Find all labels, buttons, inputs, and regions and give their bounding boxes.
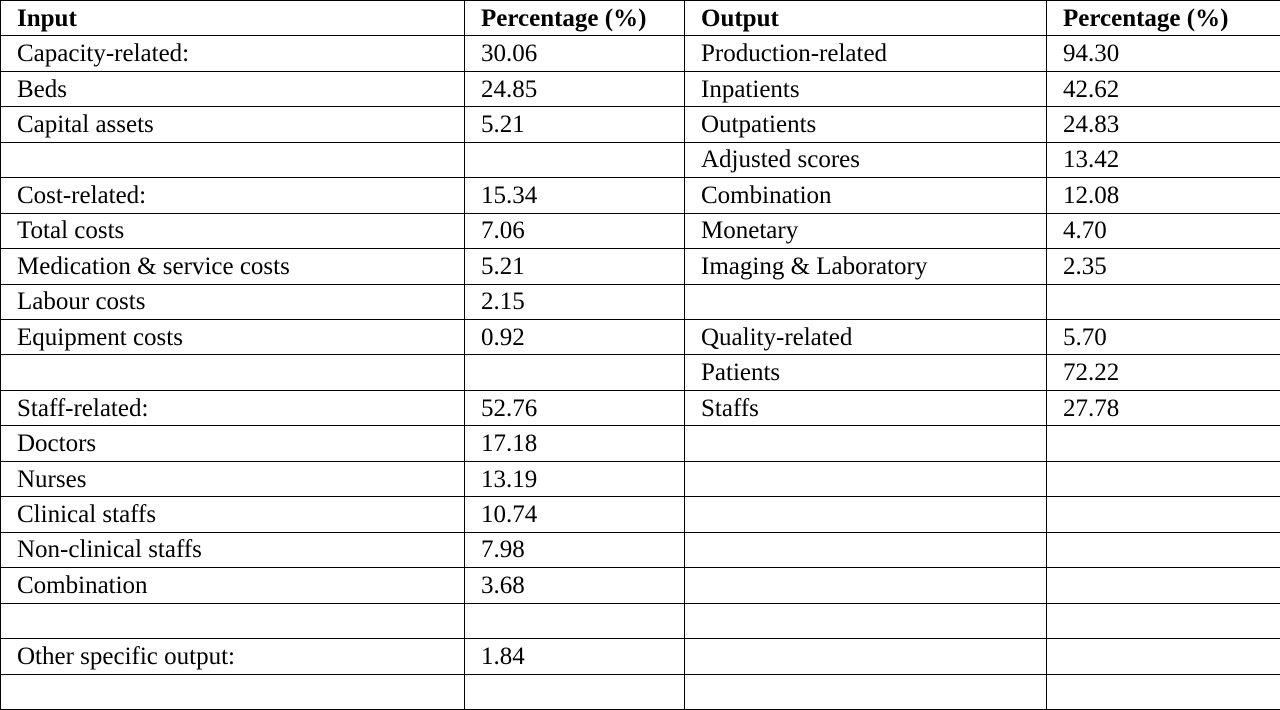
input-percentage-cell: 17.18 bbox=[465, 426, 685, 461]
output-cell bbox=[685, 603, 1047, 638]
output-percentage-cell: 42.62 bbox=[1047, 71, 1280, 106]
input-header: Input bbox=[1, 1, 465, 36]
table-row bbox=[1, 639, 1280, 674]
output-percentage-cell bbox=[1047, 461, 1280, 496]
output-cell bbox=[685, 461, 1047, 496]
output-cell bbox=[685, 674, 1047, 709]
input-percentage-cell: 1.84 bbox=[465, 639, 685, 674]
table-row bbox=[1, 532, 1280, 567]
input-percentage-cell: 52.76 bbox=[465, 390, 685, 425]
output-cell: Patients bbox=[685, 355, 1047, 390]
input-percentage-cell: 5.21 bbox=[465, 107, 685, 142]
table-row bbox=[1, 36, 1280, 71]
input-percentage-cell: 10.74 bbox=[465, 497, 685, 532]
input-cell: Capital assets bbox=[1, 107, 465, 142]
input-cell: Capacity-related: bbox=[1, 36, 465, 71]
input-cell: Medication & service costs bbox=[1, 249, 465, 284]
input-percentage-cell: 2.15 bbox=[465, 284, 685, 319]
table-row bbox=[1, 603, 1280, 638]
output-header: Output bbox=[685, 1, 1047, 36]
input-cell bbox=[1, 674, 465, 709]
output-cell: Imaging & Laboratory bbox=[685, 249, 1047, 284]
output-cell: Production-related bbox=[685, 36, 1047, 71]
input-cell: Clinical staffs bbox=[1, 497, 465, 532]
output-percentage-cell bbox=[1047, 639, 1280, 674]
input-cell: Combination bbox=[1, 568, 465, 603]
input-cell: Cost-related: bbox=[1, 178, 465, 213]
input-percentage-header: Percentage (%) bbox=[465, 1, 685, 36]
output-cell bbox=[685, 426, 1047, 461]
output-percentage-cell bbox=[1047, 568, 1280, 603]
output-percentage-cell: 27.78 bbox=[1047, 390, 1280, 425]
output-cell bbox=[685, 532, 1047, 567]
output-cell bbox=[685, 639, 1047, 674]
table-row bbox=[1, 142, 1280, 177]
input-percentage-cell bbox=[465, 674, 685, 709]
output-percentage-cell bbox=[1047, 426, 1280, 461]
table-row bbox=[1, 426, 1280, 461]
output-percentage-cell: 13.42 bbox=[1047, 142, 1280, 177]
input-percentage-cell: 15.34 bbox=[465, 178, 685, 213]
input-percentage-cell: 3.68 bbox=[465, 568, 685, 603]
input-cell: Doctors bbox=[1, 426, 465, 461]
input-percentage-cell: 0.92 bbox=[465, 320, 685, 355]
output-percentage-cell: 72.22 bbox=[1047, 355, 1280, 390]
output-cell: Adjusted scores bbox=[685, 142, 1047, 177]
table-row bbox=[1, 390, 1280, 425]
input-cell bbox=[1, 603, 465, 638]
input-percentage-cell: 24.85 bbox=[465, 71, 685, 106]
output-percentage-cell bbox=[1047, 674, 1280, 709]
input-cell: Equipment costs bbox=[1, 320, 465, 355]
input-cell: Non-clinical staffs bbox=[1, 532, 465, 567]
output-percentage-cell: 5.70 bbox=[1047, 320, 1280, 355]
table-row bbox=[1, 320, 1280, 355]
output-cell: Staffs bbox=[685, 390, 1047, 425]
table-row bbox=[1, 568, 1280, 603]
output-percentage-cell: 94.30 bbox=[1047, 36, 1280, 71]
output-cell: Monetary bbox=[685, 213, 1047, 248]
table-row bbox=[1, 213, 1280, 248]
output-percentage-cell bbox=[1047, 532, 1280, 567]
output-cell bbox=[685, 284, 1047, 319]
input-cell bbox=[1, 355, 465, 390]
output-percentage-cell: 2.35 bbox=[1047, 249, 1280, 284]
output-percentage-cell: 12.08 bbox=[1047, 178, 1280, 213]
output-percentage-cell bbox=[1047, 497, 1280, 532]
input-percentage-cell: 5.21 bbox=[465, 249, 685, 284]
input-percentage-cell: 13.19 bbox=[465, 461, 685, 496]
input-percentage-cell: 30.06 bbox=[465, 36, 685, 71]
table-row bbox=[1, 497, 1280, 532]
input-percentage-cell: 7.98 bbox=[465, 532, 685, 567]
output-cell: Inpatients bbox=[685, 71, 1047, 106]
input-percentage-cell bbox=[465, 603, 685, 638]
input-cell: Total costs bbox=[1, 213, 465, 248]
output-percentage-cell bbox=[1047, 603, 1280, 638]
table-row bbox=[1, 249, 1280, 284]
output-cell: Quality-related bbox=[685, 320, 1047, 355]
table-row bbox=[1, 71, 1280, 106]
table-row bbox=[1, 284, 1280, 319]
header-row bbox=[1, 1, 1280, 36]
output-cell: Combination bbox=[685, 178, 1047, 213]
output-percentage-header: Percentage (%) bbox=[1047, 1, 1280, 36]
input-cell: Nurses bbox=[1, 461, 465, 496]
table-row bbox=[1, 107, 1280, 142]
input-percentage-cell bbox=[465, 355, 685, 390]
table-row bbox=[1, 674, 1280, 709]
input-cell: Other specific output: bbox=[1, 639, 465, 674]
input-cell: Beds bbox=[1, 71, 465, 106]
input-percentage-cell: 7.06 bbox=[465, 213, 685, 248]
output-percentage-cell: 24.83 bbox=[1047, 107, 1280, 142]
output-cell bbox=[685, 568, 1047, 603]
table-row bbox=[1, 461, 1280, 496]
input-cell: Labour costs bbox=[1, 284, 465, 319]
table-row bbox=[1, 355, 1280, 390]
input-percentage-cell bbox=[465, 142, 685, 177]
output-cell bbox=[685, 497, 1047, 532]
table-row bbox=[1, 178, 1280, 213]
input-cell: Staff-related: bbox=[1, 390, 465, 425]
output-cell: Outpatients bbox=[685, 107, 1047, 142]
input-cell bbox=[1, 142, 465, 177]
output-percentage-cell: 4.70 bbox=[1047, 213, 1280, 248]
output-percentage-cell bbox=[1047, 284, 1280, 319]
